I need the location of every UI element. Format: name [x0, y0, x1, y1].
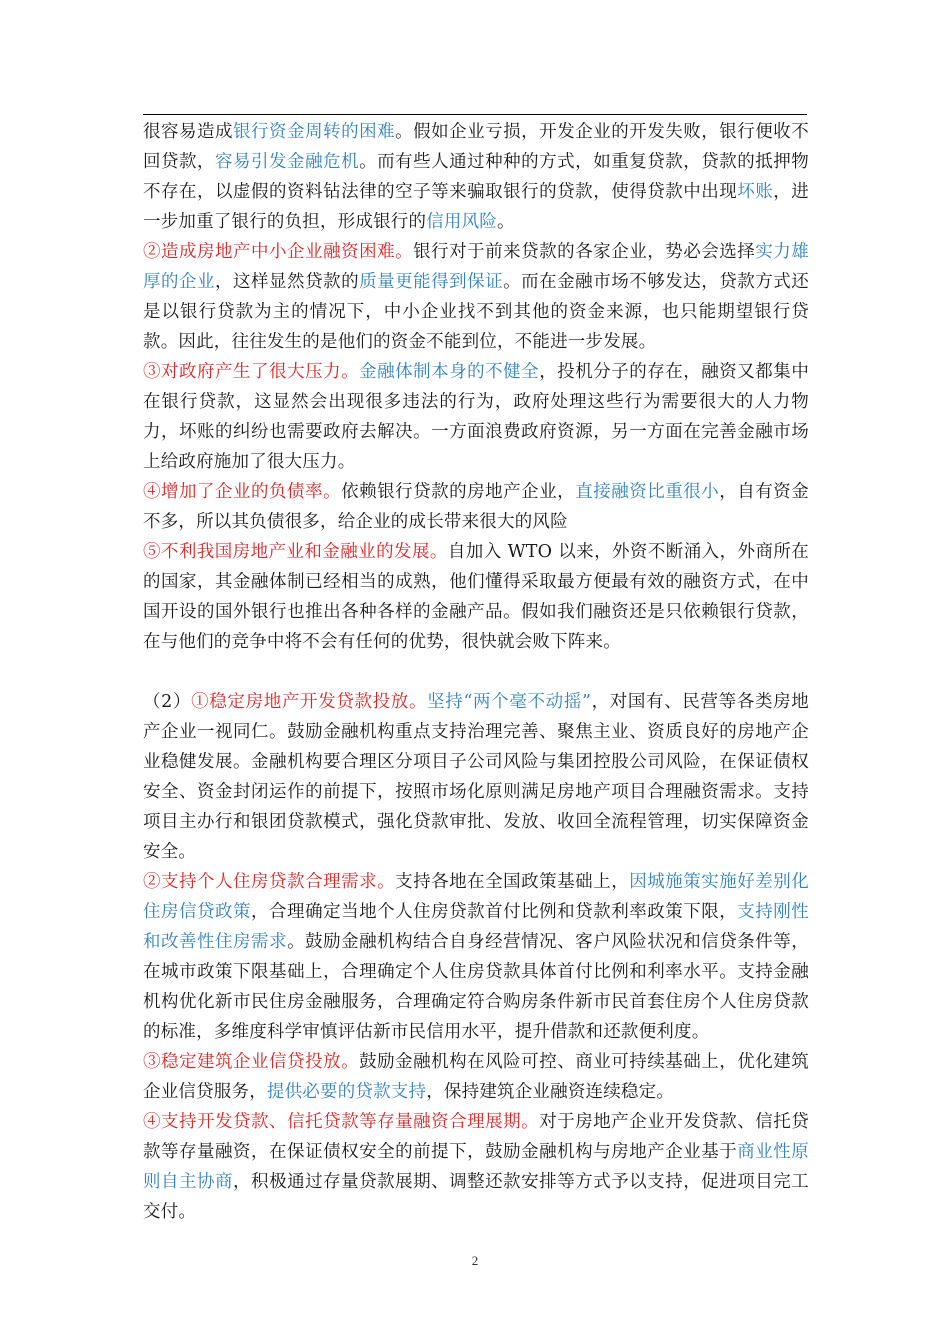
paragraph — [143, 867, 809, 1047]
body-text: ，合理确定当地个人住房贷款首付比例和贷款利率政策下限， — [251, 902, 738, 922]
body-text: 。假如企业亏损，开发企业的开发失败，银行便收不回贷款， — [143, 122, 809, 172]
paragraph — [143, 237, 809, 357]
highlight-text: 坚持“两个毫不动摇” — [427, 692, 592, 712]
body-text: 支持各地在全国政策基础上， — [395, 872, 630, 892]
heading-text: ②造成房地产中小企业融资困难。 — [143, 242, 414, 262]
heading-text: ④支持开发贷款、信托贷款等存量融资合理展期。 — [143, 1112, 540, 1132]
body-text: ，这样显然贷款的 — [215, 272, 360, 292]
highlight-text: 支持刚性和改善性住房需求 — [143, 902, 809, 952]
highlight-text: 质量更能得到保证 — [359, 272, 504, 292]
heading-text: ③稳定建筑企业信贷投放。 — [143, 1052, 360, 1072]
paragraph-gap — [143, 657, 809, 687]
body-text: 。而有些人通过种种的方式，如重复贷款，贷款的抵押物不存在，以虚假的资料钻法律的空子等来骗取银行的贷款，使得贷款中出现 — [143, 152, 809, 202]
page-number: 2 — [471, 1253, 479, 1268]
paragraph — [143, 477, 809, 537]
body-text: ，对国有、民营等各类房地产企业一视同仁。鼓励金融机构重点支持治理完善、聚焦主业、资质良好的房地产企业稳健发展。金融机构要合理区分项目子公司风险与集团控股公司风险，在保证债权安全、资金封闭运作的前提下，按照市场化原则满足房地产项目合理融资需求。支持项目主办行和银团贷款模式，强化贷款审批、发放、收回全流程管理，切实保障资金安全。 — [143, 692, 810, 862]
highlight-text: 银行资金周转的困难 — [233, 122, 396, 142]
body-text: 很容易造成 — [143, 122, 234, 142]
body-text: ，投机分子的存在，融资又都集中在银行贷款，这显然会出现很多违法的行为，政府处理这些行为需要很大的人力物力，坏账的纠纷也需要政府去解决。一方面浪费政府资源，另一方面在完善金融市场上给政府施加了很大压力。 — [143, 362, 810, 472]
heading-text: ③对政府产生了很大压力。 — [143, 362, 360, 382]
body-text: ，积极通过存量贷款展期、调整还款安排等方式予以支持，促进项目完工交付。 — [143, 1172, 809, 1222]
body-text: 自加入 WTO 以来，外资不断涌入，外商所在的国家，其金融体制已经相当的成熟，他们懂得采取最方便最有效的融资方式，在中国开设的国外银行也推出各种各样的金融产品。假如我们融资还是只依赖银行贷款，在与他们的竞争中将不会有任何的优势，很快就会败下阵来。 — [143, 542, 810, 652]
body-text: 。而在金融市场不够发达，贷款方式还是以银行贷款为主的情况下，中小企业找不到其他的资金来源，也只能期望银行贷款。因此，往往发生的是他们的资金不能到位，不能进一步发展。 — [143, 272, 809, 352]
body-text: 对于房地产企业开发贷款、信托贷款等存量融资，在保证债权安全的前提下，鼓励金融机构与房地产企业基于 — [143, 1112, 810, 1162]
body-text: ，进一步加重了银行的负担，形成银行的 — [143, 182, 809, 232]
heading-text: ⑤不利我国房地产业和金融业的发展。 — [143, 542, 448, 562]
body-text: 银行对于前来贷款的各家企业，势必会选择 — [413, 242, 756, 262]
paragraph — [143, 1107, 809, 1227]
highlight-text: 容易引发金融危机 — [215, 152, 360, 172]
body-text: 。 — [497, 212, 515, 232]
highlight-text: 实力雄厚的企业 — [143, 242, 809, 292]
paragraph — [143, 117, 809, 237]
highlight-text: 金融体制本身的不健全 — [359, 362, 540, 382]
highlight-text: 信用风险 — [426, 212, 498, 232]
body-text: 。鼓励金融机构结合自身经营情况、客户风险状况和信贷条件等，在城市政策下限基础上，合理确定个人住房贷款具体首付比例和利率水平。支持金融机构优化新市民住房金融服务，合理确定符合购房条件新市民首套住房个人住房贷款的标准，多维度科学审慎评估新市民信用水平，提升借款和还款便利度。 — [143, 932, 809, 1042]
highlight-text: 坏账 — [737, 182, 774, 202]
body-text: （2） — [143, 692, 192, 712]
highlight-text: 直接融资比重很小 — [575, 482, 720, 502]
paragraph — [143, 1047, 809, 1107]
body-text: ，自有资金不多，所以其负债很多，给企业的成长带来很大的风险 — [143, 482, 809, 532]
body-text: 鼓励金融机构在风险可控、商业可持续基础上，优化建筑企业信贷服务， — [143, 1052, 810, 1102]
body-text: ，保持建筑企业融资连续稳定。 — [426, 1082, 675, 1102]
highlight-text: 提供必要的贷款支持 — [266, 1082, 427, 1102]
paragraph — [143, 687, 809, 867]
header-rule — [143, 114, 807, 115]
document-body — [143, 117, 809, 1227]
heading-text: ①稳定房地产开发贷款投放。 — [191, 692, 428, 712]
paragraph — [143, 357, 809, 477]
highlight-text: 商业性原则自主协商 — [143, 1142, 809, 1192]
heading-text: ④增加了企业的负债率。 — [143, 482, 342, 502]
heading-text: ②支持个人住房贷款合理需求。 — [143, 872, 396, 892]
paragraph — [143, 537, 809, 657]
body-text: 依赖银行贷款的房地产企业， — [341, 482, 576, 502]
highlight-text: 因城施策实施好差别化住房信贷政策 — [143, 872, 809, 922]
